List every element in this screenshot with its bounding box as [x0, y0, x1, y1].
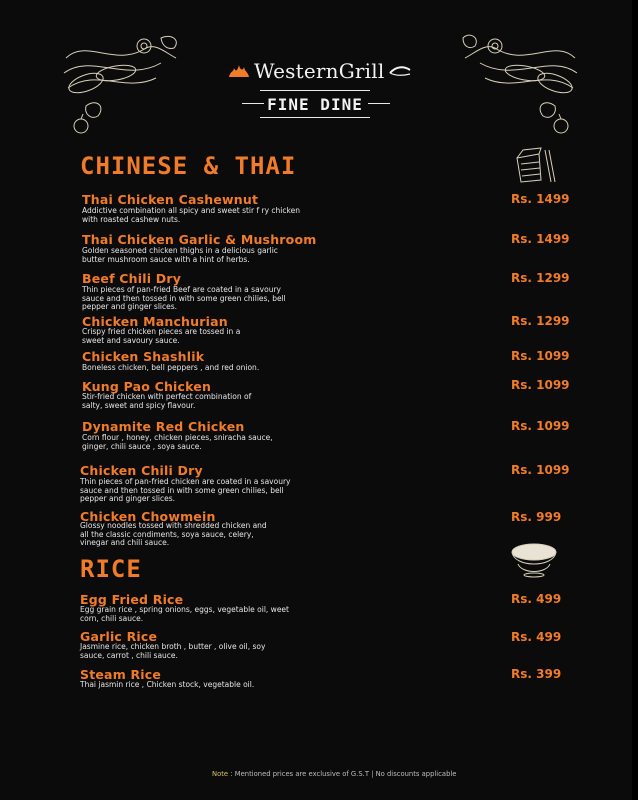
menu-item-description: Thai jasmin rice , Chicken stock, vegetable oil. — [80, 680, 255, 689]
section-title-rice: RICE — [80, 555, 142, 583]
menu-item-name: Chicken Manchurian — [82, 314, 228, 329]
note-text: : Mentioned prices are exclusive of G.S.T | No discounts applicable — [230, 770, 457, 778]
menu-item-description: Corn flour , honey, chicken pieces, sniracha sauce, ginger, chili sauce , soya sauce. — [82, 433, 273, 451]
rice-bowl-icon — [508, 538, 560, 580]
menu-item-price: Rs. 1099 — [511, 378, 570, 392]
menu-item-price: Rs. 1499 — [511, 232, 570, 246]
menu-item-price: Rs. 399 — [511, 667, 562, 681]
menu-item-description: Boneless chicken, bell peppers , and red onion. — [82, 363, 260, 372]
subtitle-banner — [246, 90, 386, 122]
menu-item-price: Rs. 1099 — [511, 463, 570, 477]
menu-item-name: Kung Pao Chicken — [82, 379, 212, 394]
herb-decoration-icon — [455, 28, 585, 138]
menu-item-price: Rs. 1499 — [511, 192, 570, 206]
menu-item-price: Rs. 1099 — [511, 419, 570, 433]
menu-item-name: Dynamite Red Chicken — [82, 419, 245, 434]
subtitle-text: FINE DINE — [267, 94, 363, 114]
subtitle-box — [260, 90, 370, 118]
footer-note — [212, 770, 456, 778]
herb-decoration-icon — [56, 28, 186, 138]
menu-item-name: Chicken Chowmein — [80, 509, 216, 524]
menu-item-description: Thin pieces of pan-fried chicken are coated in a savoury sauce and then tossed in with some green chilies, bell pepper and ginger slices. — [80, 477, 291, 504]
menu-item-name: Chicken Chili Dry — [80, 463, 203, 478]
menu-item-name: Garlic Rice — [80, 629, 158, 644]
brand-logo — [228, 56, 418, 86]
menu-item-description: Stir-fried chicken with perfect combination of salty, sweet and spicy flavour. — [82, 392, 252, 410]
menu-item-name: Thai Chicken Garlic & Mushroom — [82, 232, 317, 247]
menu-item-description: Egg grain rice , spring onions, eggs, vegetable oil, weet corn, chili sauce. — [80, 605, 289, 623]
takeout-box-icon — [511, 146, 557, 186]
menu-item-name: Beef Chili Dry — [82, 271, 182, 286]
menu-item-price: Rs. 499 — [511, 630, 562, 644]
arrow-right-icon — [368, 103, 390, 104]
menu-item-name: Steam Rice — [80, 667, 162, 682]
note-label: Note — [212, 770, 229, 778]
menu-item-name: Egg Fried Rice — [80, 592, 184, 607]
menu-item-description: Jasmine rice, chicken broth , butter , olive oil, soy sauce, carrot , chili sauce. — [80, 642, 266, 660]
menu-item-description: Addictive combination all spicy and sweet stir f ry chicken with roasted cashew nuts. — [82, 206, 300, 224]
flame-icon — [228, 64, 250, 78]
menu-item-description: Glossy noodles tossed with shredded chicken and all the classic condiments, soya sauce, celery, vinegar and chili sauce. — [80, 521, 267, 548]
menu-item-price: Rs. 499 — [511, 592, 562, 606]
menu-item-description: Crispy fried chicken pieces are tossed in a sweet and savoury sauce. — [82, 327, 241, 345]
menu-item-price: Rs. 1299 — [511, 314, 570, 328]
swoosh-icon — [388, 64, 412, 78]
menu-item-name: Thai Chicken Cashewnut — [82, 192, 259, 207]
menu-item-description: Golden seasoned chicken thighs in a delicious garlic butter mushroom sauce with a hint of herbs. — [82, 246, 278, 264]
menu-item-name: Chicken Shashlik — [82, 349, 205, 364]
menu-item-price: Rs. 1299 — [511, 271, 570, 285]
brand-name: WesternGrill — [254, 59, 385, 83]
menu-item-price: Rs. 1099 — [511, 349, 570, 363]
right-edge-bar — [632, 0, 638, 800]
section-title-chinese: CHINESE & THAI — [80, 152, 297, 180]
menu-item-description: Thin pieces of pan-fried Beef are coated in a savoury sauce and then tossed in with some green chilies, bell pepper and ginger slices. — [82, 285, 286, 312]
menu-item-price: Rs. 999 — [511, 510, 562, 524]
